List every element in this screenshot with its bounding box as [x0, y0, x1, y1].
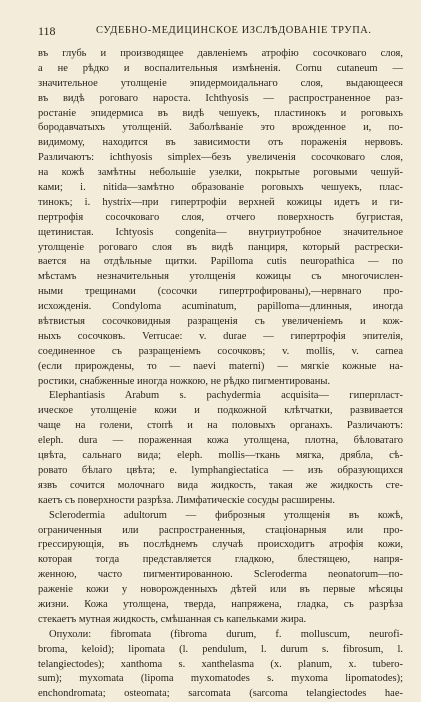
- text-line: на кожѣ замѣтны небольшіе узелки, покрытые роговыми чешуй-: [38, 167, 403, 179]
- text-line: Sclerodermia adultorum — фиброзныя утолщенія въ кожѣ,: [49, 509, 403, 521]
- text-line: ками; i. nitida—замѣтно образованіе роговыхъ чешуекъ, плас-: [38, 182, 403, 194]
- paragraph: [38, 389, 403, 508]
- text-line: ростаніе эпидермиса въ видѣ чешуекъ, пластинокъ и роговыхъ: [38, 107, 403, 119]
- text-line: Опухоли: fibromata (fibroma durum, f. molluscum, neurofi-: [49, 628, 403, 640]
- text-line: въ видѣ роговаго нароста. Ichthyosis — распространенное раз-: [38, 92, 403, 104]
- text-line: enchondromata; osteomata; sarcomata (sarcoma telangiectodes hae-: [38, 688, 403, 700]
- text-line: женною, часто пигментированною. Scleroderma neonatorum—по-: [38, 569, 403, 581]
- text-line: ростики, снабженные иногда ножкою, не рѣдко пигментированы.: [38, 375, 331, 387]
- running-title: СУДЕБНО-МЕДИЦИНСКОЕ ИЗСЛѢДОВАНІЕ ТРУПА.: [96, 25, 372, 36]
- text-line: въ глубь и производящее давленіемъ атрофію сосочковаго слоя,: [38, 48, 403, 59]
- text-line: жизни. Кожа утолщена, тверда, напряжена, гладка, съ разрѣза: [38, 598, 403, 610]
- text-line: вѣтвистыя сосочковидныя разращенія съ увеличеніемъ и кож-: [38, 316, 403, 328]
- text-line: значительное утолщеніе эпидермоидальнаго слоя, выдающееся: [38, 77, 403, 89]
- text-line: мѣстамъ незначительныя утолщенія кожицы съ многочислен-: [38, 271, 403, 283]
- paragraph: [38, 509, 403, 628]
- text-line: telangiectodes); xanthoma s. xanthelasma (x. planum, x. tubero-: [38, 658, 403, 670]
- text-line: чаще на голени, стопѣ и на половыхъ органахъ. Различаютъ:: [38, 420, 403, 432]
- body-text: [38, 47, 403, 702]
- text-line: broma, keloid); lipomata (l. pendulum, l. durum s. fibrosum, l.: [38, 643, 403, 655]
- text-line: вается на отдѣльные щитки. Papilloma cutis neuropathica — по: [38, 256, 403, 268]
- text-line: которая тогда представляется гладкою, блестящею, напря-: [38, 554, 403, 566]
- text-line: пертрофія сосочковаго слоя, отчего поверхность бугристая,: [38, 211, 403, 223]
- text-line: раженіе кожи у новорожденныхъ дѣтей или въ первые мѣсяцы: [38, 584, 403, 596]
- text-line: видимому, находится въ зависимости отъ пораженія нервовъ.: [38, 137, 403, 149]
- page-number: 118: [38, 24, 56, 38]
- text-line: каетъ съ поверхности разрѣза. Лимфатическіе сосуды расширены.: [38, 494, 335, 506]
- text-line: щетинистая. Ichtyosis congenita— внутриутробное значительное: [38, 226, 403, 238]
- text-line: Elephantiasis Arabum s. pachydermia acquisita— гиперпласт-: [49, 390, 403, 402]
- text-line: sum); myxomata (lipoma myxomatodes s. myxoma lipomatodes);: [38, 673, 403, 685]
- text-line: ными трещинами (сосочки гипертрофированы),—нервнаго про-: [38, 286, 403, 298]
- text-line: грессирующія, въ послѣднемъ случаѣ происходитъ атрофія кожи,: [38, 539, 403, 551]
- text-line: ровато бѣлаго цвѣта; e. lymphangiectatica — изъ образующихся: [38, 464, 403, 476]
- text-line: стекаетъ мутная жидкость, смѣшанная съ капельками жира.: [38, 613, 307, 625]
- text-line: ныхъ сосочковъ. Verrucae: v. durae — гипертрофія эпителія,: [38, 330, 403, 342]
- text-line: бородавчатыхъ утолщеній. Заболѣваніе это врожденное и, по-: [38, 122, 403, 134]
- text-line: Различаютъ: ichthyosis simplex—безъ увеличенія сосочковаго слоя,: [38, 152, 403, 164]
- text-line: ограниченныя или распространенныя, стаціонарныя или про-: [38, 524, 403, 536]
- text-line: а не рѣдко и воспалительныя измѣненія. Cornu cutaneum —: [38, 62, 403, 74]
- text-line: язвъ сочится молочнаго вида жидкость, такая же жидкость сте-: [38, 479, 403, 491]
- text-line: тинокъ; i. hystrix—при гипертрофіи верхней кожицы идетъ и ги-: [38, 196, 403, 208]
- running-head: [38, 24, 403, 38]
- text-line: eleph. dura — пораженная кожа утолщена, плотна, бѣловатаго: [38, 435, 403, 447]
- text-line: соединенное съ разращеніемъ сосочковъ; v. mollis, v. carnea: [38, 345, 403, 357]
- paragraph: [38, 628, 403, 702]
- text-line: ическое утолщеніе кожи и подкожной клѣтчатки, развивается: [38, 405, 403, 417]
- paragraph: [38, 47, 403, 389]
- text-line: цвѣта, сальнаго вида; eleph. mollis—ткань мягка, дрябла, сѣ-: [38, 450, 403, 462]
- text-line: исхожденія. Condyloma acuminatum, papilloma—длинныя, иногда: [38, 301, 403, 313]
- text-line: утолщеніе роговаго слоя въ видѣ панциря, который растрески-: [38, 241, 403, 253]
- text-line: (если прирождены, то — naevi materni) — мягкіе кожные на-: [38, 360, 403, 372]
